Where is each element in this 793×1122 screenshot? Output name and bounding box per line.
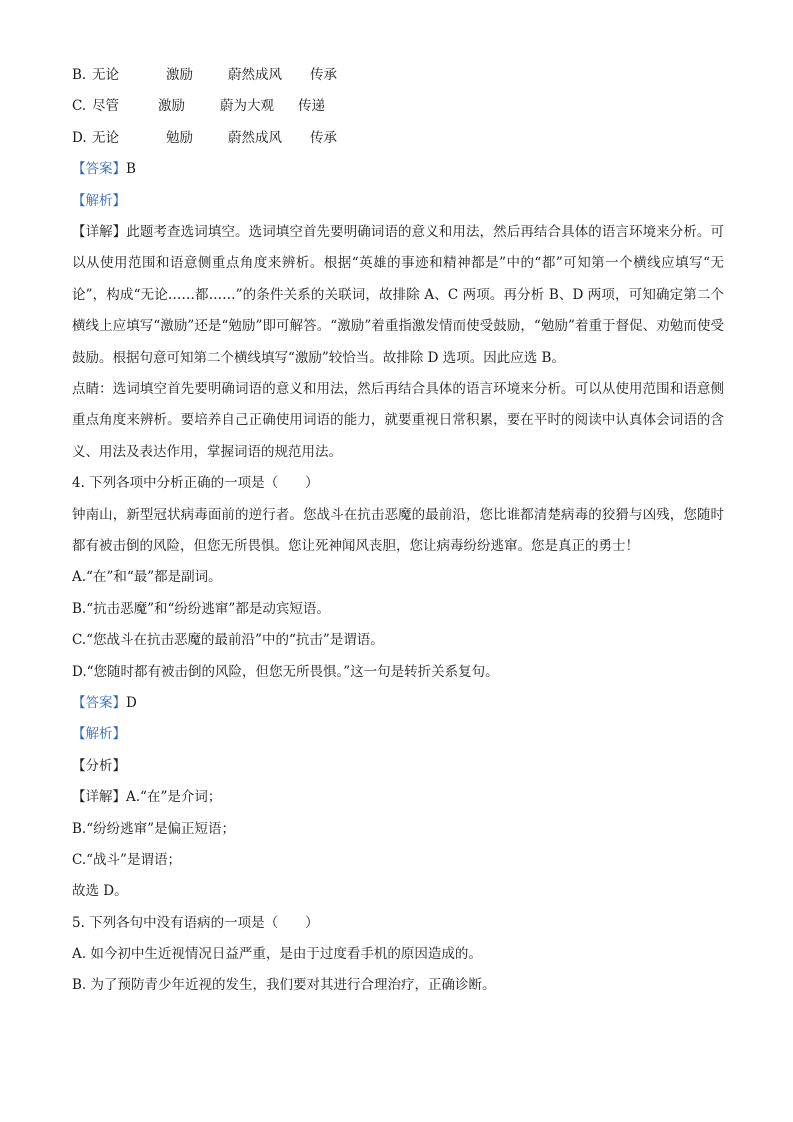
analysis-tag: 【解析】 [72, 726, 126, 743]
option-word-4: 传递 [298, 98, 325, 115]
option-word-4: 传承 [310, 67, 337, 83]
q4-stem: 4. 下列各项中分析正确的一项是（ ） [72, 475, 319, 492]
option-letter: C. [72, 98, 87, 115]
option-word-3: 蔚然成风 [228, 129, 282, 146]
q3-detail-paragraph [72, 217, 724, 374]
option-word-2: 激励 [158, 98, 185, 115]
q3-tip-paragraph: 点睛：选词填空首先要明确词语的意义和用法，然后再结合具体的语言环境来分析。可以从使用范围和语意侧重点角度来辨析。要培养自己正确使用词语的能力，就要重视日常积累，要在平时的阅读中认真体会词语的含义、用法及表达作用，掌握词语的规范用法。 [72, 380, 724, 460]
q4-detail-line: 故选 D。 [72, 883, 128, 900]
q4-fenxi-heading: 【分析】 [72, 757, 126, 774]
q4-option-d: D.“您随时都有被击倒的风险，但您无所畏惧。”这一句是转折关系复句。 [72, 663, 499, 680]
detail-tag: 【详解】 [72, 223, 127, 240]
detail-text: 此题考查选词填空。选词填空首先要明确词语的意义和用法，然后再结合具体的语言环境来分析。可以从使用范围和语意侧重点角度来辨析。根据“英雄的事迹和精神都是”中的“都”可知第一个横线应填写“无论”，构成“无论……都……”的条件关系的关联词，故排除 A、C 两项。再分析 B、D 两项，可知确定第二个横线上应填写“激励”还是“勉励”即可解答。“激励”着重指激发情而使受鼓励，“勉励”着重于督促、劝勉而使受鼓励。根据句意可知第二个横线填写“激励”较恰当。故排除 D 选项。因此应选 B。 [72, 223, 725, 366]
option-word-2: 勉励 [166, 129, 193, 146]
q4-answer [72, 688, 724, 719]
q4-option-b: B.“抗击恶魔”和“纷纷逃窜”都是动宾短语。 [72, 600, 330, 617]
q4-detail-line: C.“战斗”是谓语； [72, 851, 181, 868]
option-d-row [72, 123, 724, 154]
option-word-3: 蔚为大观 [220, 98, 274, 115]
option-word-2: 激励 [166, 67, 193, 83]
option-c-row [72, 91, 724, 122]
option-word-3: 蔚然成风 [228, 67, 282, 83]
option-b-row [72, 60, 724, 91]
answer-value: B [126, 161, 136, 178]
option-letter: D. [72, 129, 87, 146]
q5-option-b: B. 为了预防青少年近视的发生，我们要对其进行合理治疗，正确诊断。 [72, 977, 496, 994]
q5-stem: 5. 下列各句中没有语病的一项是（ ） [72, 914, 319, 931]
detail-text: A.“在”是介词； [126, 789, 222, 806]
document-page [72, 60, 724, 1002]
q4-detail-line: B.“纷纷逃窜”是偏正短语； [72, 820, 236, 837]
answer-tag: 【答案】 [72, 161, 126, 178]
analysis-tag: 【解析】 [72, 192, 126, 209]
q3-answer [72, 154, 724, 185]
detail-tag: 【详解】 [72, 789, 126, 806]
option-word-4: 传承 [310, 129, 337, 146]
answer-tag: 【答案】 [72, 694, 126, 711]
option-word-1: 无论 [92, 129, 119, 146]
q4-analysis-heading [72, 719, 724, 750]
option-letter: B. [72, 67, 87, 83]
q5-option-a: A. 如今初中生近视情况日益严重，是由于过度看手机的原因造成的。 [72, 946, 482, 963]
answer-value: D [126, 694, 137, 711]
q4-option-a: A.“在”和“最”都是副词。 [72, 569, 222, 586]
q4-option-c: C.“您战斗在抗击恶魔的最前沿”中的“抗击”是谓语。 [72, 632, 384, 649]
q4-passage: 钟南山，新型冠状病毒面前的逆行者。您战斗在抗击恶魔的最前沿，您比谁都清楚病毒的狡猾与凶残，您随时都有被击倒的风险，但您无所畏惧。您让死神闻风丧胆，您让病毒纷纷逃窜。您是真正的勇士！ [72, 506, 724, 554]
option-word-1: 尽管 [92, 98, 119, 115]
q3-analysis-heading [72, 186, 724, 217]
option-word-1: 无论 [92, 67, 119, 83]
q4-detail-first [72, 782, 724, 813]
